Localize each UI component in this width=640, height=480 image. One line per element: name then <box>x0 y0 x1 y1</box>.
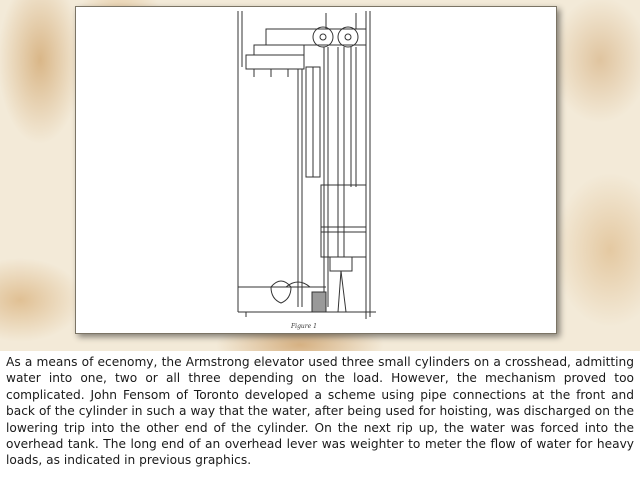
caption-text: As a means of ecenomy, the Armstrong elevator used three small cylinders on a crosshead, admitting water into one, two or all three depending on the load. However, the mechanism proved too complicated. John Fensom of Toronto developed a scheme using pipe connections at the front and back of the cylinder in such a way that the water, after being used for hoisting, was discharged on the lowering trip into the other end of the cylinder. On the next rip up, the water was forced into the overhead tank. The long end of an overhead lever was weighter to meter the flow of water for heavy loads, as indicated in previous graphics. <box>6 355 634 468</box>
figure-card <box>75 6 557 334</box>
piston-base <box>330 257 352 271</box>
pulley-left <box>313 27 333 47</box>
elevator-diagram <box>76 7 556 333</box>
caption-panel <box>0 351 640 480</box>
overhead-tank <box>254 45 304 55</box>
figure-label: Figure 1 <box>291 323 317 330</box>
pulley-right <box>338 27 358 47</box>
valve-assembly <box>271 281 291 303</box>
